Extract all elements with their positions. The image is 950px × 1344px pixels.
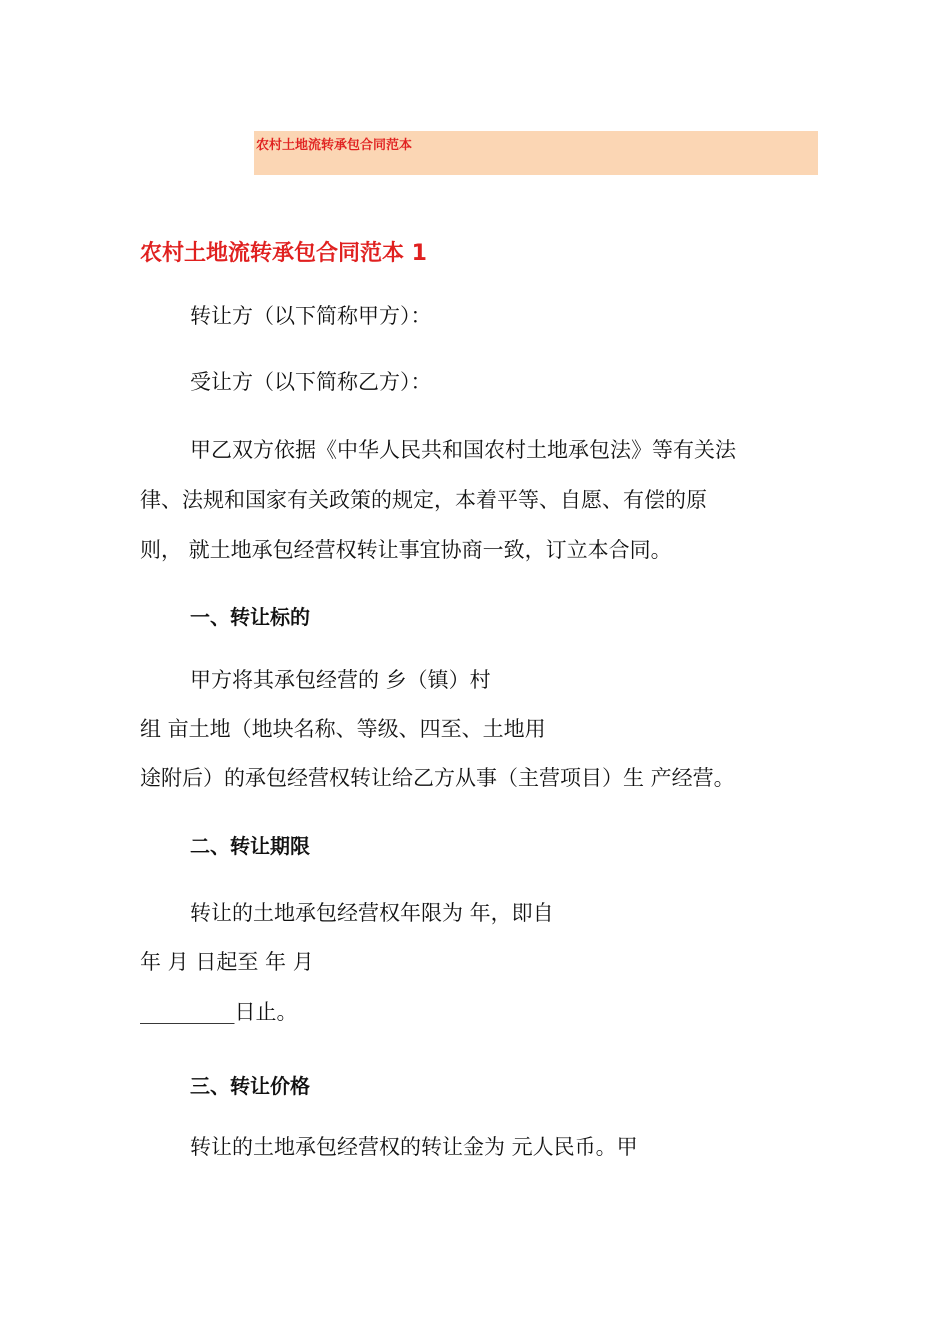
transferee-line: 受让方（以下简称乙方）： — [190, 370, 432, 394]
section1-line-1: 甲方将其承包经营的 乡（镇）村 — [190, 668, 491, 692]
section-heading-3: 三、转让价格 — [190, 1074, 310, 1098]
preamble-line-2: 律、法规和国家有关政策的规定，本着平等、自愿、有偿的原 — [140, 488, 707, 512]
section1-line-3: 途附后）的承包经营权转让给乙方从事（主营项目）生 产经营。 — [140, 766, 735, 790]
section-heading-2: 二、转让期限 — [190, 834, 310, 858]
section2-line-2: 年 月 日起至 年 月 — [140, 950, 314, 974]
transferor-line: 转让方（以下简称甲方）： — [190, 304, 432, 328]
header-title: 农村土地流转承包合同范本 — [256, 138, 413, 153]
preamble-line-1: 甲乙双方依据《中华人民共和国农村土地承包法》等有关法 — [190, 438, 736, 462]
document-title: 农村土地流转承包合同范本 1 — [140, 241, 427, 266]
section3-line-1: 转让的土地承包经营权的转让金为 元人民币。甲 — [190, 1135, 638, 1159]
section2-line-3: _________日止。 — [140, 1000, 298, 1024]
preamble-line-3: 则， 就土地承包经营权转让事宜协商一致，订立本合同。 — [140, 538, 672, 562]
header-band — [254, 131, 818, 175]
section1-line-2: 组 亩土地（地块名称、等级、四至、土地用 — [140, 717, 546, 741]
section-heading-1: 一、转让标的 — [190, 605, 310, 629]
section2-line-1: 转让的土地承包经营权年限为 年，即自 — [190, 901, 554, 925]
